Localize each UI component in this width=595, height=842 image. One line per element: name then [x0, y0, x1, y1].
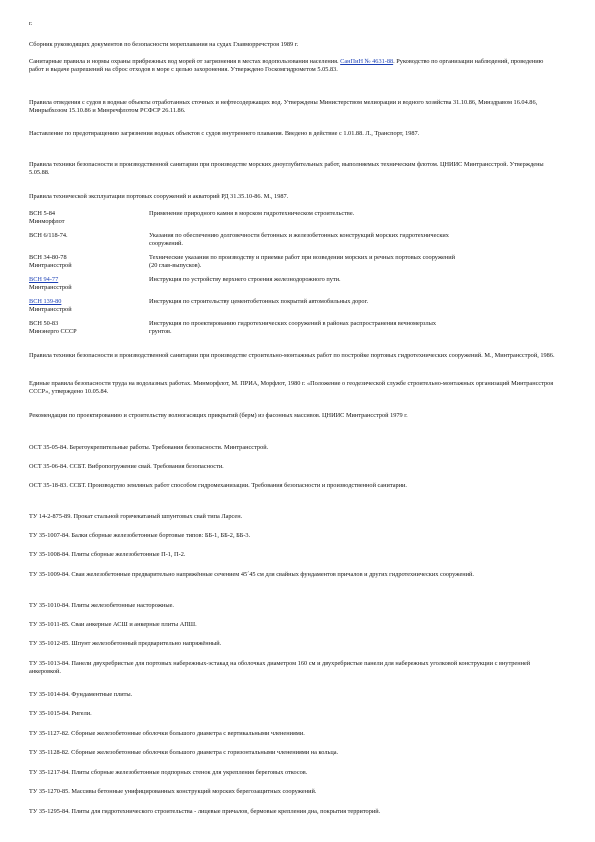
paragraph-8: Единые правила безопасности труда на водолазных работах. Минморфлот, М. ПРИА, Морфлот, 1980 г. «Положение о геодезической службе строительно-монтажных организаций Минтрансстроя СССР», утверждено 10.05.84. [29, 380, 554, 396]
norm-code: ВСН 6/118-74. [29, 232, 68, 239]
paragraph-2 [29, 58, 557, 74]
table-row [29, 298, 459, 320]
paragraph-25: ТУ 35-1217-84. Плиты сборные железобетонные подпорных стенок для укрепления береговых откосов. [29, 769, 308, 776]
paragraph-19: ТУ 35-1012-85. Шпунт железобетонный предварительно напряжённый. [29, 640, 222, 647]
paragraph-9: Рекомендации по проектированию и строительству волногасящих прикрытий (берм) из фасонных массивов. ЦНИИС Минтрансстрой 1979 г. [29, 412, 408, 419]
norm-org: Минтрансстрой [29, 284, 72, 292]
paragraph-20: ТУ 35-1013-84. Панели двухребристые для портовых набережных-эстакад на оболочках диаметром 160 см и двухребристые панели для набережных уголковой конструкции с внутренней анкеровкой. [29, 660, 531, 676]
table-row [29, 254, 459, 276]
table-row [29, 276, 459, 298]
paragraph-27: ТУ 35-1295-84. Плиты для гидротехнического строительства - лицевые причалов, бермовые крепления дна, покрытия территорий. [29, 808, 381, 815]
norm-org: Минморфлот [29, 218, 65, 226]
paragraph-17: ТУ 35-1010-84. Плиты железобетонные насторожные. [29, 602, 175, 609]
paragraph-4: Наставление по предотвращению загрязнения водных объектов с судов внутреннего плавания. Введено в действие с 1.01.88. Л., Транспорт, 1987. [29, 130, 420, 137]
paragraph-5: Правила техники безопасности и производственной санитарии при производстве морских дноуглубительных работ, выполняемых техническим флотом. ЦНИИС Минтрансстрой. Утверждены 5.05.88. [29, 161, 544, 177]
norm-desc: Инструкция по проектированию гидротехнических сооружений в районах распространения вечномерзлых грунтов. [149, 320, 437, 336]
paragraph-2-text-after: . Руководство по организации наблюдений, проведению работ и выдаче разрешений на сброс отходов в море с целью захоронения. Утверждено Госкомгидрометом 5.05.83. [29, 58, 544, 74]
paragraph-1: Сборник руководящих документов по безопасности мореплавания на судах Главморречстроя 1989 г. [29, 41, 299, 48]
paragraph-13: ТУ 14-2-875-89. Прокат стальной горячекатаный шпунтовых свай типа Ларсен. [29, 513, 243, 520]
header-fragment: г. [29, 20, 33, 27]
norm-code-cell [29, 298, 149, 320]
paragraph-22: ТУ 35-1015-84. Ригели. [29, 710, 92, 717]
norm-code-link: ВСН 34-80-78 [29, 254, 67, 261]
paragraph-21: ТУ 35-1014-84. Фундаментные плиты. [29, 691, 133, 698]
norm-code-cell [29, 254, 149, 276]
norm-desc: Инструкция по устройству верхнего строения железнодорожного пути. [149, 276, 341, 283]
paragraph-16: ТУ 35-1009-84. Сваи железобетонные предварительно напряжённые сечением 45´45 см для свайных фундаментов причалов и других гидротехнических сооружений. [29, 571, 474, 578]
norm-code-link[interactable]: ВСН 139-80 [29, 298, 62, 305]
paragraph-11: ОСТ 35-06-84. ССБТ. Вибропогружение свай. Требования безопасности. [29, 463, 224, 470]
paragraph-2-text-before: Санитарные правила и нормы охраны прибрежных вод морей от загрязнения в местах водопользования населения. [29, 58, 341, 65]
paragraph-15: ТУ 35-1008-84. Плиты сборные железобетонные П-1, П-2. [29, 551, 186, 558]
norm-code-link[interactable]: ВСН 94-77 [29, 276, 59, 283]
norm-desc: Указания по обеспечению долговечности бетонных и железобетонных конструкций морских гидротехнических сооружений. [149, 232, 449, 248]
norm-code-cell [29, 232, 149, 254]
norm-org: Минтрансстрой [29, 306, 72, 314]
norm-code-cell [29, 210, 149, 232]
paragraph-3: Правила отведения с судов в водные объекты отработанных сточных и нефтесодержащих вод. Утверждены Министерством мелиорации и водного хозяйства 31.10.86, Минздравом 16.04.86, Минрыбхозом 15.10.86 и Минречфлотом РСФСР 26.11.86. [29, 99, 538, 115]
norm-code-cell [29, 320, 149, 342]
norm-org: Минтрансстрой [29, 262, 72, 270]
norms-table [29, 210, 459, 342]
paragraph-6: Правила технической эксплуатации портовых сооружений и акваторий РД 31.35.10-86. М., 1987. [29, 193, 289, 200]
norm-code-link: ВСН 50-83 [29, 320, 59, 327]
paragraph-18: ТУ 35-1011-85. Сваи анкерные АСШ и анкерные плиты АПШ. [29, 621, 197, 628]
paragraph-23: ТУ 35-1127-82. Сборные железобетонные оболочки большого диаметра с вертикальными членениями. [29, 730, 305, 737]
norm-desc: Технические указания по производству и приемке работ при возведении морских и речных портовых сооружений (20 глав-выпусков). [149, 254, 456, 270]
table-row [29, 232, 459, 254]
paragraph-14: ТУ 35-1007-84. Балки сборные железобетонные бортовые типов: ББ-1, ББ-2, ББ-3. [29, 532, 251, 539]
paragraph-7: Правила техники безопасности и производственной санитарии при производстве строительно-монтажных работ по постройке портовых гидротехнических сооружений. М., Минтрансстрой, 1986. [29, 352, 555, 359]
table-row [29, 320, 459, 342]
norm-desc: Инструкция по строительству цементобетонных покрытий автомобильных дорог. [149, 298, 369, 305]
norm-code-link: ВСН 5-84 [29, 210, 56, 217]
paragraph-26: ТУ 35-1270-85. Массивы бетонные унифицированных конструкций морских берегозащитных сооружений. [29, 788, 317, 795]
table-row [29, 210, 459, 232]
sanpin-link[interactable]: СанПиН № 4631-88 [340, 58, 394, 65]
norm-desc: Применение природного камня в морском гидротехническом строительстве. [149, 210, 355, 217]
norm-org: Минэнерго СССР [29, 328, 77, 336]
norm-code-cell [29, 276, 149, 298]
paragraph-12: ОСТ 35-18-83. ССБТ. Производство земляных работ способом гидромеханизации. Требования безопасности и производственной санитарии. [29, 482, 408, 489]
paragraph-10: ОСТ 35-05-84. Берегоукрепительные работы. Требования безопасности. Минтрансстрой. [29, 444, 269, 451]
paragraph-24: ТУ 35-1128-82. Сборные железобетонные оболочки большого диаметра с горизонтальными членениями на кольца. [29, 749, 339, 756]
